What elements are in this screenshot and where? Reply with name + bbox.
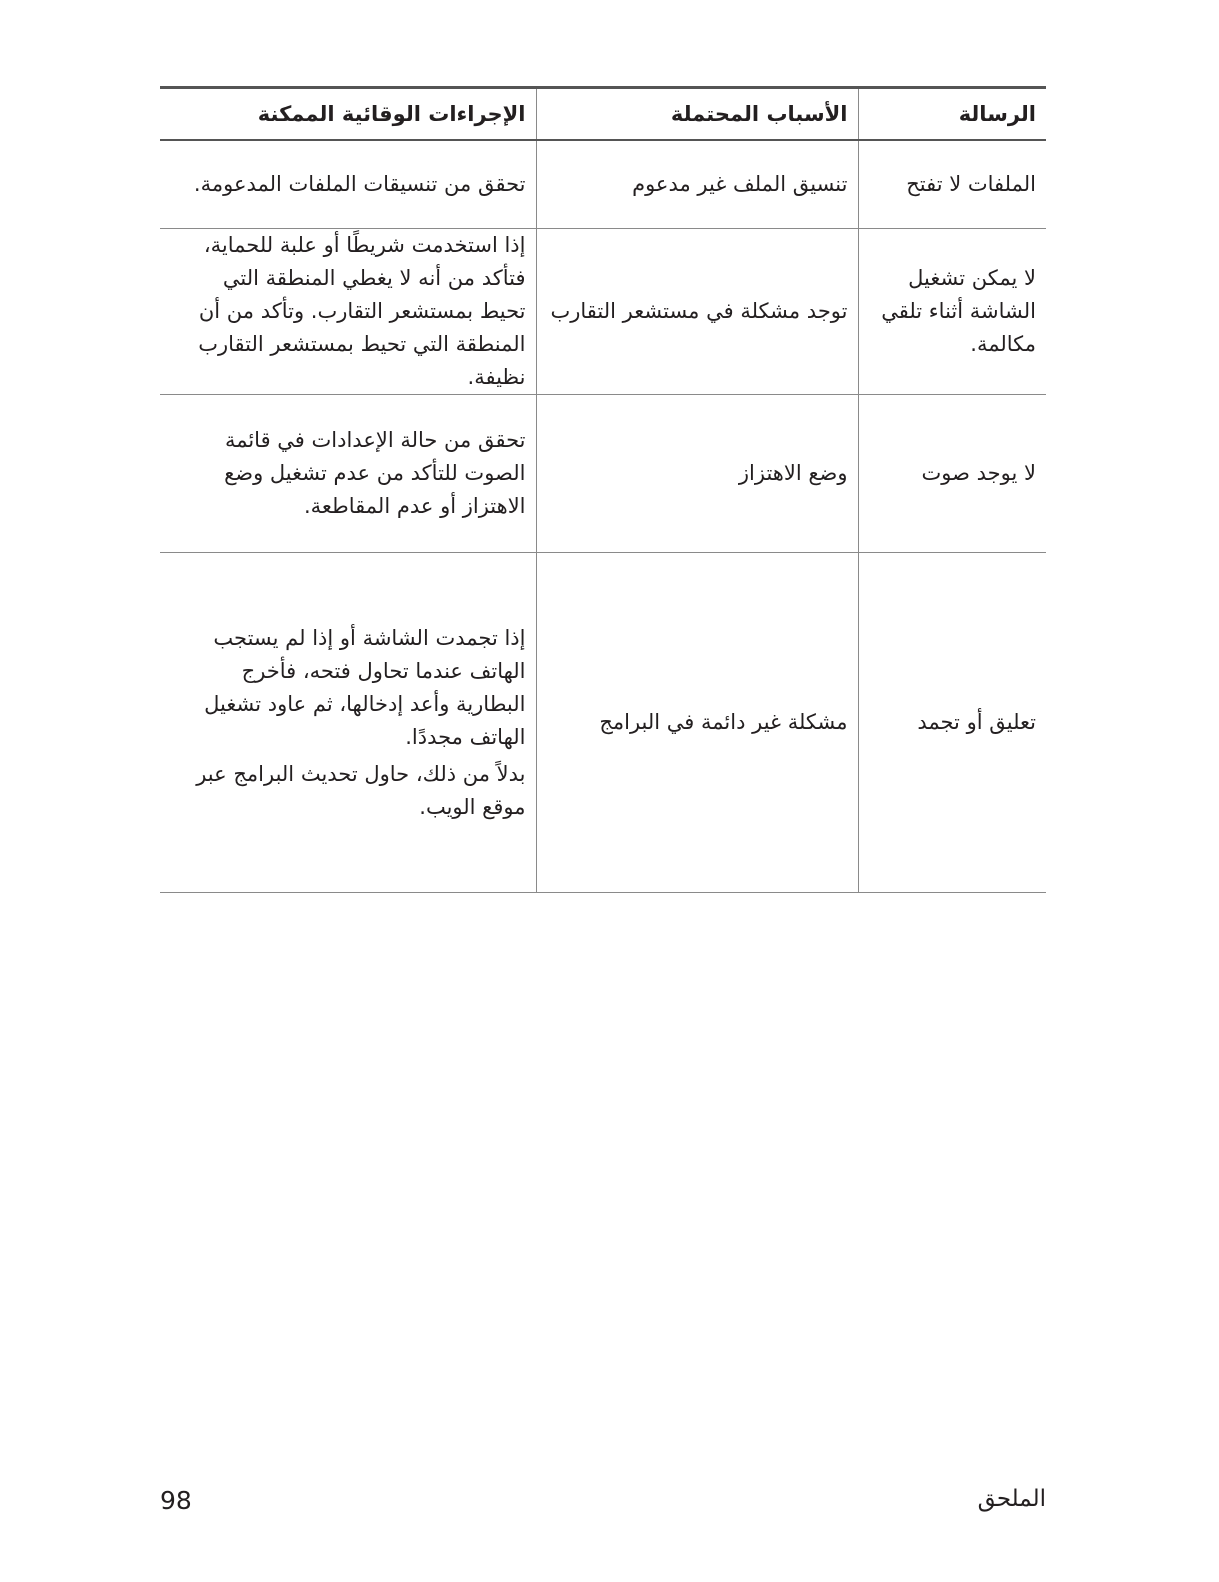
troubleshooting-table-wrapper <box>160 86 1046 893</box>
cause-cell: تنسيق الملف غير مدعوم <box>536 140 858 229</box>
troubleshooting-table <box>160 86 1046 893</box>
cause-cell: مشكلة غير دائمة في البرامج <box>536 553 858 893</box>
message-cell: لا يمكن تشغيل الشاشة أثناء تلقي مكالمة. <box>858 229 1046 395</box>
header-action: الإجراءات الوقائية الممكنة <box>160 88 536 141</box>
footer-section-title: الملحق <box>977 1486 1046 1512</box>
message-cell: لا يوجد صوت <box>858 395 1046 553</box>
header-cause: الأسباب المحتملة <box>536 88 858 141</box>
action-cell <box>160 229 536 395</box>
action-text: تحقق من تنسيقات الملفات المدعومة. <box>193 172 526 196</box>
table-header-row <box>160 88 1046 141</box>
table-row <box>160 140 1046 229</box>
action-text: إذا تجمدت الشاشة أو إذا لم يستجب الهاتف عندما تحاول فتحه، فأخرج البطارية وأعد إدخالها، ثم عاود تشغيل الهاتف مجددًا. <box>204 625 526 749</box>
action-text: إذا استخدمت شريطًا أو علبة للحماية، فتأكد من أنه لا يغطي المنطقة التي تحيط بمستشعر التقارب. وتأكد من أن المنطقة التي تحيط بمستشعر التقارب نظيفة. <box>198 233 526 389</box>
action-cell <box>160 395 536 553</box>
table-row <box>160 553 1046 893</box>
table-row <box>160 395 1046 553</box>
action-cell <box>160 140 536 229</box>
table-row <box>160 229 1046 395</box>
message-cell: الملفات لا تفتح <box>858 140 1046 229</box>
cause-cell: وضع الاهتزاز <box>536 395 858 553</box>
page-number: 98 <box>160 1486 192 1515</box>
cause-cell: توجد مشكلة في مستشعر التقارب <box>536 229 858 395</box>
header-message: الرسالة <box>858 88 1046 141</box>
action-text-alternative: بدلاً من ذلك، حاول تحديث البرامج عبر موقع الويب. <box>196 761 526 819</box>
action-cell <box>160 553 536 893</box>
action-text: تحقق من حالة الإعدادات في قائمة الصوت للتأكد من عدم تشغيل وضع الاهتزاز أو عدم المقاطعة. <box>224 428 526 518</box>
message-cell: تعليق أو تجمد <box>858 553 1046 893</box>
